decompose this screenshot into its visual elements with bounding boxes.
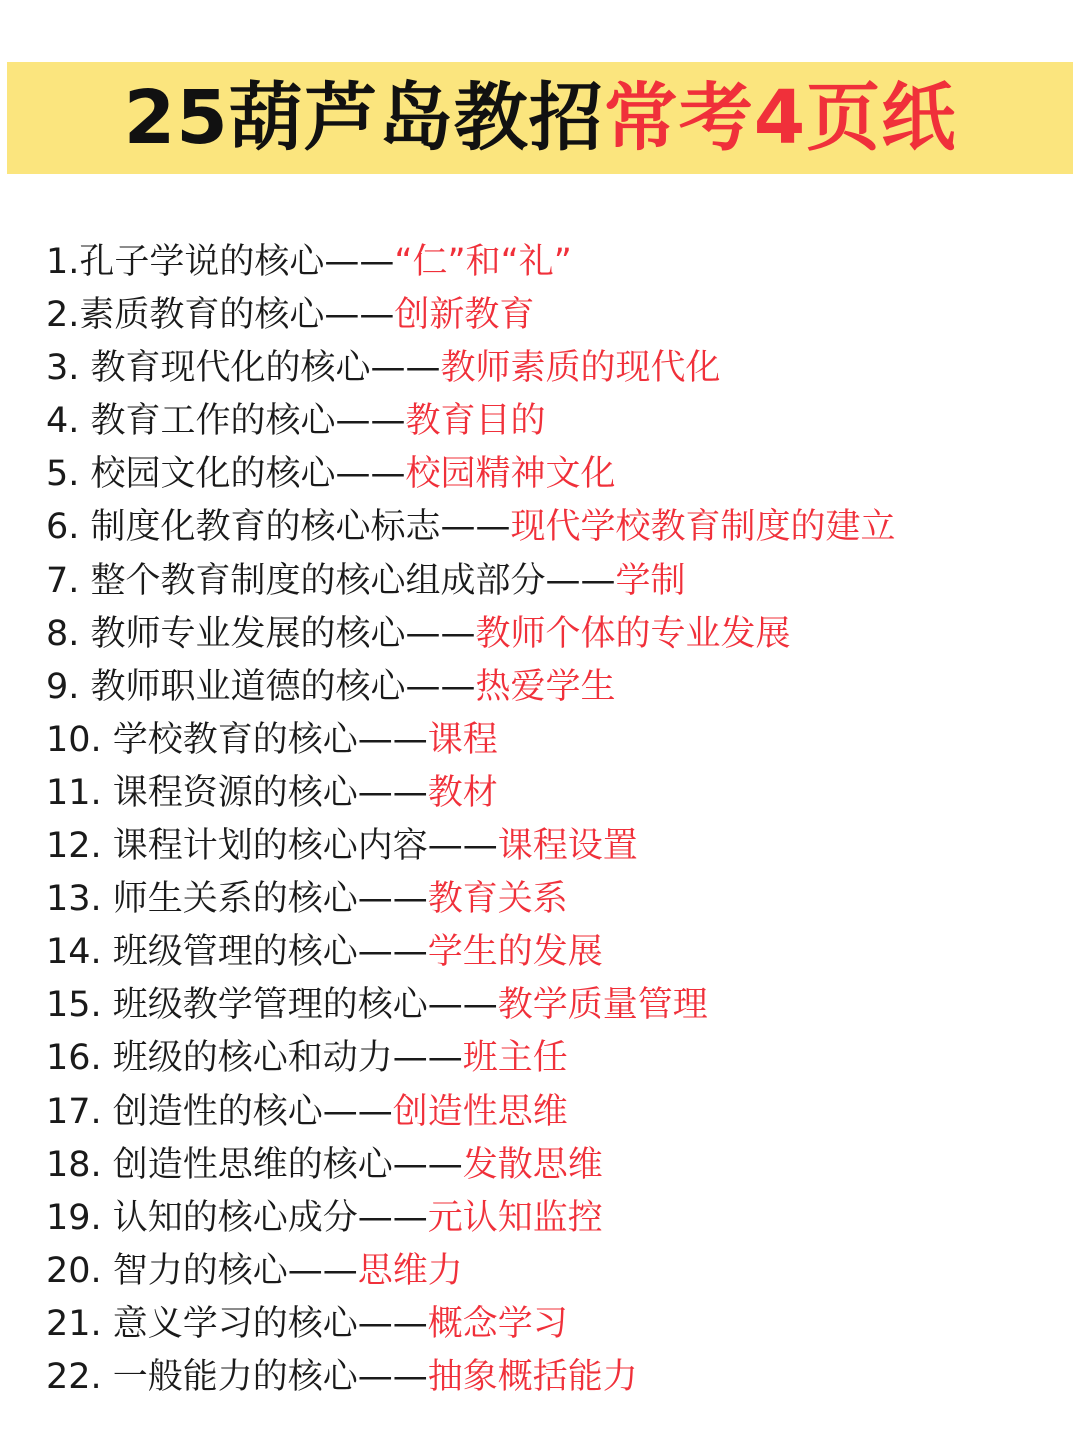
item-question: 18. 创造性思维的核心—— bbox=[46, 1144, 463, 1185]
item-question: 22. 一般能力的核心—— bbox=[46, 1356, 428, 1397]
item-answer: 发散思维 bbox=[462, 1144, 603, 1185]
title-red-part: 常考4页纸 bbox=[603, 75, 957, 161]
title-banner bbox=[7, 62, 1073, 174]
item-answer: “仁”和“礼” bbox=[394, 242, 572, 282]
list-item bbox=[46, 1086, 1066, 1139]
page-title bbox=[123, 75, 957, 161]
item-answer: 教师素质的现代化 bbox=[440, 348, 721, 389]
list-item bbox=[46, 289, 1066, 342]
item-question: 4. 教育工作的核心—— bbox=[46, 401, 406, 442]
item-question: 19. 认知的核心成分—— bbox=[46, 1197, 428, 1238]
item-answer: 课程设置 bbox=[497, 826, 638, 867]
list-item bbox=[46, 1351, 1066, 1404]
item-question: 12. 课程计划的核心内容—— bbox=[46, 826, 498, 867]
list-item bbox=[46, 661, 1066, 714]
item-answer: 热爱学生 bbox=[475, 666, 616, 707]
item-question: 7. 整个教育制度的核心组成部分—— bbox=[46, 560, 616, 601]
item-question: 14. 班级管理的核心—— bbox=[46, 932, 428, 973]
item-question: 16. 班级的核心和动力—— bbox=[46, 1038, 463, 1079]
list-item bbox=[46, 236, 1066, 289]
list-item bbox=[46, 714, 1066, 767]
list-item bbox=[46, 1298, 1066, 1351]
list-item bbox=[46, 395, 1066, 448]
item-answer: 抽象概括能力 bbox=[427, 1356, 638, 1397]
item-question: 3. 教育现代化的核心—— bbox=[46, 348, 441, 389]
item-question: 1.孔子学说的核心—— bbox=[46, 242, 395, 282]
item-question: 17. 创造性的核心—— bbox=[46, 1091, 393, 1132]
list-item bbox=[46, 342, 1066, 395]
item-answer: 学生的发展 bbox=[427, 932, 603, 973]
item-answer: 教师个体的专业发展 bbox=[475, 613, 791, 654]
item-answer: 元认知监控 bbox=[427, 1197, 603, 1238]
item-answer: 思维力 bbox=[357, 1250, 463, 1291]
item-answer: 班主任 bbox=[462, 1038, 568, 1079]
item-question: 21. 意义学习的核心—— bbox=[46, 1303, 428, 1344]
item-answer: 教材 bbox=[427, 772, 498, 813]
item-answer: 创造性思维 bbox=[392, 1091, 568, 1132]
list-item bbox=[46, 926, 1066, 979]
item-question: 15. 班级教学管理的核心—— bbox=[46, 985, 498, 1026]
list-item bbox=[46, 1032, 1066, 1085]
item-question: 11. 课程资源的核心—— bbox=[46, 772, 428, 813]
list-item bbox=[46, 555, 1066, 608]
item-answer: 校园精神文化 bbox=[405, 454, 616, 495]
list-item bbox=[46, 501, 1066, 554]
item-answer: 教育目的 bbox=[405, 401, 546, 442]
item-question: 9. 教师职业道德的核心—— bbox=[46, 666, 476, 707]
item-question: 2.素质教育的核心—— bbox=[46, 295, 395, 336]
item-question: 10. 学校教育的核心—— bbox=[46, 719, 428, 760]
item-question: 6. 制度化教育的核心标志—— bbox=[46, 507, 511, 548]
list-item bbox=[46, 767, 1066, 820]
item-answer: 教学质量管理 bbox=[497, 985, 708, 1026]
item-question: 20. 智力的核心—— bbox=[46, 1250, 358, 1291]
item-answer: 现代学校教育制度的建立 bbox=[510, 507, 896, 548]
knowledge-list bbox=[46, 236, 1066, 1404]
item-question: 13. 师生关系的核心—— bbox=[46, 879, 428, 920]
title-black-part: 25葫芦岛教招 bbox=[123, 75, 604, 161]
list-item bbox=[46, 608, 1066, 661]
list-item bbox=[46, 820, 1066, 873]
list-item bbox=[46, 873, 1066, 926]
item-question: 5. 校园文化的核心—— bbox=[46, 454, 406, 495]
item-answer: 学制 bbox=[615, 560, 686, 601]
list-item bbox=[46, 979, 1066, 1032]
list-item bbox=[46, 1192, 1066, 1245]
item-question: 8. 教师专业发展的核心—— bbox=[46, 613, 476, 654]
item-answer: 创新教育 bbox=[394, 295, 535, 336]
item-answer: 教育关系 bbox=[427, 879, 568, 920]
list-item bbox=[46, 1245, 1066, 1298]
item-answer: 概念学习 bbox=[427, 1303, 568, 1344]
list-item bbox=[46, 448, 1066, 501]
item-answer: 课程 bbox=[427, 719, 498, 760]
list-item bbox=[46, 1139, 1066, 1192]
